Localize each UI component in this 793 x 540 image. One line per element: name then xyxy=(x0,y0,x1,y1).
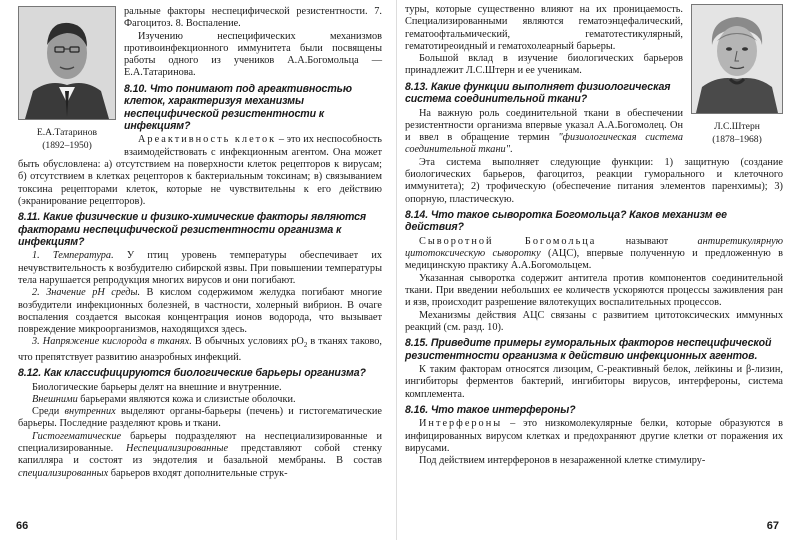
term: антиретикулярную цитотоксическую сыворотку xyxy=(405,235,784,260)
term: 3. Напряжение кислорода в тканях. xyxy=(32,336,192,348)
right-page xyxy=(396,0,793,540)
paragraph xyxy=(18,336,382,364)
term: внутренних xyxy=(64,406,116,418)
paragraph: Изучению неспецифических механизмов противоинфекционного иммунитета были посвящены работы одного из учеников А.А.Богомольца — Е.А.Татаринова. xyxy=(124,30,382,79)
paragraph xyxy=(18,250,382,287)
paragraph xyxy=(405,236,783,273)
paragraph: Указанная сыворотка содержит антитела против компонентов соединительной ткани. При введении небольших ее количеств ускоряются процессы заживления ран и язв, происходит разрешение вялотекущих воспалительных процессов. xyxy=(405,272,783,309)
paragraph: ральные факторы неспецифической резистентности. 7. Фагоцитоз. 8. Воспаление. xyxy=(124,6,382,30)
paragraph xyxy=(405,418,783,455)
portrait-caption-name: Е.А.Татаринов xyxy=(36,127,98,138)
term: Гистогематические xyxy=(32,430,122,442)
question-heading-8-16: 8.16. Что такое интерфероны? xyxy=(405,403,576,416)
page-number: 67 xyxy=(766,520,779,532)
question-heading-8-15: 8.15. Приведите примеры гуморальных факторов неспецифической резистентности организма к действию инфекционных агентов. xyxy=(405,337,772,362)
paragraph-text: – это их неспособность взаимодействовать с инфекционным агентом. Она может быть обусловлена: а) отсутствием на поверхности клеток рецепторов к вирусам; б) отсутствием в клетках рецепторов к бактериальным токсинам; в) связыванием токсина рецепторами клеток, которые не чувствительны к его действию (экранирование рецепторов). xyxy=(18,134,382,207)
paragraph-text: барьеров входят дополнительные струк- xyxy=(110,467,288,479)
paragraph-text: называют xyxy=(625,235,669,247)
portrait-caption-name: Л.С.Штерн xyxy=(714,121,760,132)
term: 2. Значение pH среды. xyxy=(32,287,141,299)
paragraph-text: в тканях таково, что препятствует развитию анаэробных инфекций. xyxy=(18,336,382,363)
paragraph-text: барьеры подразделяют на неспециализированные и специализированные. xyxy=(18,430,383,455)
term: Интерфероны xyxy=(419,418,503,430)
paragraph-text: На важную роль соединительной ткани в обеспечении резистентности организма впервые указал А.А.Богомолец. Он и ввел в обращение термин xyxy=(405,107,683,144)
term: специализированных xyxy=(18,467,109,479)
paragraph: Под действием интерферонов в незараженной клетке стимулиру- xyxy=(419,455,706,467)
paragraph: Эта система выполняет следующие функции: 1) защитную (создание биологических барьеров, фагоцитоз, реакции гуморального и клеточного иммунитета); 2) трофическую (обеспечение питания элементов паренхимы); 3) опорную, пластическую. xyxy=(405,156,783,205)
portrait-caption-years: (1892–1950) xyxy=(42,140,92,151)
question-heading-8-11: 8.11. Какие физические и физико-химические факторы являются факторами неспецифической резистентности организма к инфекциям? xyxy=(18,211,367,248)
term: 1. Температура. xyxy=(32,250,114,262)
term: "физиологическая система соединительной ткани" xyxy=(405,132,684,156)
portrait-caption-years: (1878–1968) xyxy=(712,134,762,145)
term: Сыворотной Богомольца xyxy=(419,235,597,247)
paragraph: Большой вклад в изучение биологических барьеров принадлежит Л.С.Штерн и ее ученикам. xyxy=(405,53,683,77)
left-page xyxy=(0,0,392,540)
question-heading-8-14: 8.14. Что такое сыворотка Богомольца? Каков механизм ее действия? xyxy=(405,208,727,234)
paragraph: К таким факторам относятся лизоцим, С-реактивный белок, лейкины и β-лизин, ингибиторы ферментов бактерий, ингибиторы вирусов, интерфероны, система комплемента. xyxy=(405,363,783,400)
paragraph-text: – это низкомолекулярные белки, которые образуются в инфицированных вирусом клетках и предохраняют другие клетки от поражения их вирусами. xyxy=(405,418,783,454)
paragraph: Механизмы действия АЦС связаны с развитием цитотоксических иммунных реакций (см. разд. 10). xyxy=(405,309,783,333)
term: Неспециализированные xyxy=(126,443,229,455)
portrait-stern xyxy=(691,4,783,145)
paragraph xyxy=(18,406,382,431)
paragraph-text: В обычных условиях pO xyxy=(194,336,304,348)
subscript: 2 xyxy=(303,341,308,350)
question-heading-8-12: 8.12. Как классифицируются биологические барьеры организма? xyxy=(18,367,366,380)
paragraph-text: В кислом содержимом желудка погибают многие возбудители инфекционных болезней, в частности, холерный вибрион. В очаге воспаления создается высокая концентрация ионов водорода, что вызывает повреждение микроорганизмов, находящихся здесь. xyxy=(18,287,383,336)
question-heading-8-13: 8.13. Какие функции выполняет физиологическая система соединительной ткани? xyxy=(405,80,671,106)
paragraph-text: барьерами являются кожа и слизистые оболочки. xyxy=(80,393,296,405)
paragraph xyxy=(18,287,382,336)
portrait-tatarinov-image xyxy=(18,6,116,120)
paragraph-text: У птиц уровень температуры обеспечивает их нечувствительность к возбудителю сибирской язвы. При повышении температуры тела нарушается репродукция многих вирусов и они погибают. xyxy=(18,250,382,286)
paragraph-text: Среди xyxy=(32,406,60,418)
portrait-stern-image xyxy=(691,4,783,114)
paragraph-text: (АЦС), впервые полученную и предложенную в медицинскую практику А.А.Богомольцем. xyxy=(405,248,783,272)
term: Внешними xyxy=(32,393,78,405)
paragraph-text: представляют собой стенку капилляра и состоят из эндотелия и базальной мембраны. В состав xyxy=(18,443,382,467)
paragraph-text: . xyxy=(510,144,513,156)
paragraph xyxy=(18,431,382,480)
term: Ареактивность клеток xyxy=(138,134,277,146)
paragraph xyxy=(18,394,382,406)
page-number: 66 xyxy=(16,520,29,532)
portrait-tatarinov xyxy=(18,6,116,151)
paragraph: туры, которые существенно влияют на их проницаемость. Специализированными являются гематоэнцефалический, гематоофтальмический, гематотестикулярный, гематотиреоидный и гематохолеарный барьеры. xyxy=(405,4,683,52)
paragraph-text: выделяют органы-барьеры (печень) и гистогематические барьеры. Последние разделяют кровь и ткани. xyxy=(18,406,382,430)
paragraph: Биологические барьеры делят на внешние и внутренние. xyxy=(32,381,282,393)
question-heading-8-10: 8.10. Что понимают под ареактивностью клеток, характеризуя механизмы неспецифической резистентности к инфекциям? xyxy=(124,82,352,132)
